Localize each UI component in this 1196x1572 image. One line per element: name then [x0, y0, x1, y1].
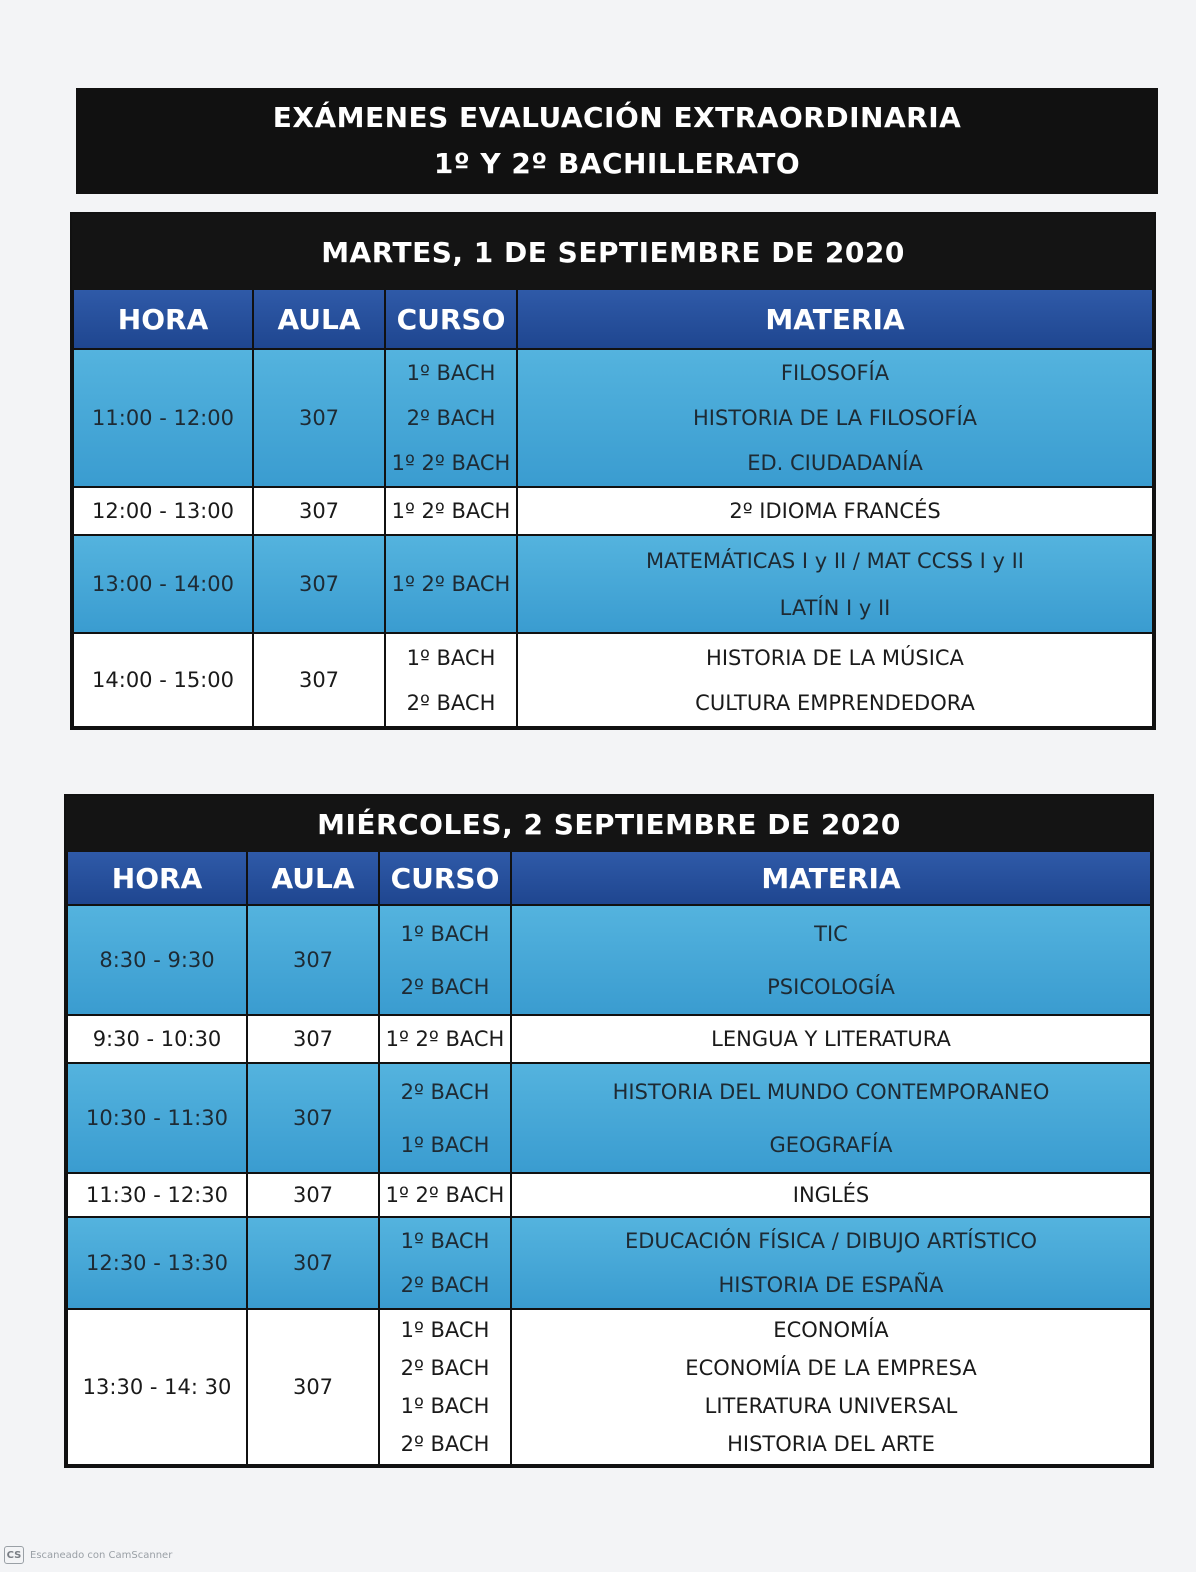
cell-materia [511, 1015, 1151, 1063]
materia-line: EDUCACIÓN FÍSICA / DIBUJO ARTÍSTICO [624, 1229, 1038, 1253]
column-header-aula: AULA [247, 852, 379, 905]
table-row [67, 1063, 1151, 1173]
cell-hora: 9:30 - 10:30 [67, 1015, 247, 1063]
cell-materia [511, 1309, 1151, 1465]
cell-aula: 307 [253, 487, 385, 535]
curso-line: 2º BACH [406, 690, 496, 715]
exam-table [72, 290, 1154, 728]
column-header-materia: MATERIA [511, 852, 1151, 905]
cell-curso [385, 487, 517, 535]
curso-line: 1º BACH [400, 1229, 490, 1253]
materia-line: HISTORIA DE LA MÚSICA [706, 645, 964, 670]
column-header-curso: CURSO [379, 852, 511, 905]
materia-line: CULTURA EMPRENDEDORA [695, 690, 975, 715]
curso-line: 1º BACH [406, 361, 496, 386]
curso-line: 1º 2º BACH [391, 450, 511, 475]
cell-hora: 11:00 - 12:00 [73, 349, 253, 487]
column-header-aula: AULA [253, 290, 385, 349]
table-row [67, 1309, 1151, 1465]
table-row [73, 349, 1153, 487]
cell-curso [385, 633, 517, 727]
materia-line: FILOSOFÍA [780, 361, 890, 386]
materia-line: HISTORIA DEL ARTE [727, 1432, 935, 1456]
cell-materia [511, 1217, 1151, 1309]
cell-materia [517, 633, 1153, 727]
materia-line: HISTORIA DE LA FILOSOFÍA [692, 405, 978, 430]
materia-line: INGLÉS [792, 1183, 870, 1207]
cell-aula: 307 [253, 535, 385, 633]
curso-line: 1º BACH [400, 921, 490, 946]
column-header-materia: MATERIA [517, 290, 1153, 349]
table-row [73, 633, 1153, 727]
cell-curso [385, 535, 517, 633]
cell-aula: 307 [247, 1173, 379, 1217]
cell-curso [379, 1309, 511, 1465]
table-row [73, 487, 1153, 535]
curso-line: 1º 2º BACH [385, 1183, 505, 1207]
materia-line: ED. CIUDADANÍA [747, 450, 923, 475]
materia-line: ECONOMÍA [773, 1318, 889, 1342]
table-header-row [73, 290, 1153, 349]
document-title-banner [76, 88, 1158, 194]
materia-line: LITERATURA UNIVERSAL [704, 1394, 958, 1418]
cell-materia [511, 1063, 1151, 1173]
cell-aula: 307 [247, 1015, 379, 1063]
day-title: MIÉRCOLES, 2 SEPTIEMBRE DE 2020 [66, 796, 1152, 852]
curso-line: 1º BACH [406, 645, 496, 670]
materia-line: MATEMÁTICAS I y II / MAT CCSS I y II [645, 548, 1025, 573]
day-title: MARTES, 1 DE SEPTIEMBRE DE 2020 [72, 214, 1154, 290]
document-subtitle: 1º Y 2º BACHILLERATO [433, 147, 801, 180]
curso-line: 1º BACH [400, 1394, 490, 1418]
cell-curso [385, 349, 517, 487]
camscanner-logo-icon: CS [4, 1546, 24, 1564]
cell-aula: 307 [247, 905, 379, 1015]
cell-hora: 14:00 - 15:00 [73, 633, 253, 727]
cell-materia [517, 487, 1153, 535]
cell-curso [379, 1217, 511, 1309]
materia-line: LATÍN I y II [779, 595, 891, 620]
column-header-curso: CURSO [385, 290, 517, 349]
curso-line: 1º 2º BACH [385, 1027, 505, 1051]
materia-line: 2º IDIOMA FRANCÉS [729, 499, 941, 523]
column-header-hora: HORA [73, 290, 253, 349]
table-row [67, 1015, 1151, 1063]
cell-curso [379, 905, 511, 1015]
cell-hora: 13:00 - 14:00 [73, 535, 253, 633]
table-row [73, 535, 1153, 633]
cell-curso [379, 1015, 511, 1063]
cell-aula: 307 [253, 349, 385, 487]
materia-line: PSICOLOGÍA [767, 974, 895, 999]
table-row [67, 1173, 1151, 1217]
curso-line: 1º 2º BACH [391, 499, 511, 523]
curso-line: 2º BACH [400, 1432, 490, 1456]
cell-aula: 307 [247, 1063, 379, 1173]
curso-line: 1º BACH [400, 1318, 490, 1342]
cell-hora: 12:30 - 13:30 [67, 1217, 247, 1309]
cell-aula: 307 [247, 1309, 379, 1465]
document-title: EXÁMENES EVALUACIÓN EXTRAORDINARIA [272, 101, 962, 134]
cell-hora: 12:00 - 13:00 [73, 487, 253, 535]
materia-line: HISTORIA DEL MUNDO CONTEMPORANEO [612, 1079, 1050, 1104]
cell-materia [511, 905, 1151, 1015]
table-header-row [67, 852, 1151, 905]
exam-table [66, 852, 1152, 1466]
cell-curso [379, 1173, 511, 1217]
curso-line: 2º BACH [400, 1079, 490, 1104]
cell-hora: 8:30 - 9:30 [67, 905, 247, 1015]
cell-aula: 307 [253, 633, 385, 727]
scanner-watermark [4, 1546, 172, 1564]
cell-materia [517, 349, 1153, 487]
curso-line: 2º BACH [400, 1273, 490, 1297]
scanner-credit: Escaneado con CamScanner [30, 1549, 173, 1561]
cell-hora: 11:30 - 12:30 [67, 1173, 247, 1217]
curso-line: 1º 2º BACH [391, 572, 511, 596]
cell-hora: 13:30 - 14: 30 [67, 1309, 247, 1465]
cell-hora: 10:30 - 11:30 [67, 1063, 247, 1173]
materia-line: HISTORIA DE ESPAÑA [718, 1273, 944, 1297]
cell-curso [379, 1063, 511, 1173]
materia-line: LENGUA Y LITERATURA [711, 1027, 951, 1051]
curso-line: 2º BACH [400, 1356, 490, 1380]
curso-line: 1º BACH [400, 1132, 490, 1157]
cell-materia [511, 1173, 1151, 1217]
materia-line: TIC [814, 921, 848, 946]
curso-line: 2º BACH [400, 974, 490, 999]
cell-aula: 307 [247, 1217, 379, 1309]
table-row [67, 905, 1151, 1015]
column-header-hora: HORA [67, 852, 247, 905]
materia-line: ECONOMÍA DE LA EMPRESA [685, 1356, 977, 1380]
schedule-day-1 [70, 212, 1156, 730]
curso-line: 2º BACH [406, 405, 496, 430]
materia-line: GEOGRAFÍA [769, 1132, 893, 1157]
schedule-day-2 [64, 794, 1154, 1468]
cell-materia [517, 535, 1153, 633]
table-row [67, 1217, 1151, 1309]
